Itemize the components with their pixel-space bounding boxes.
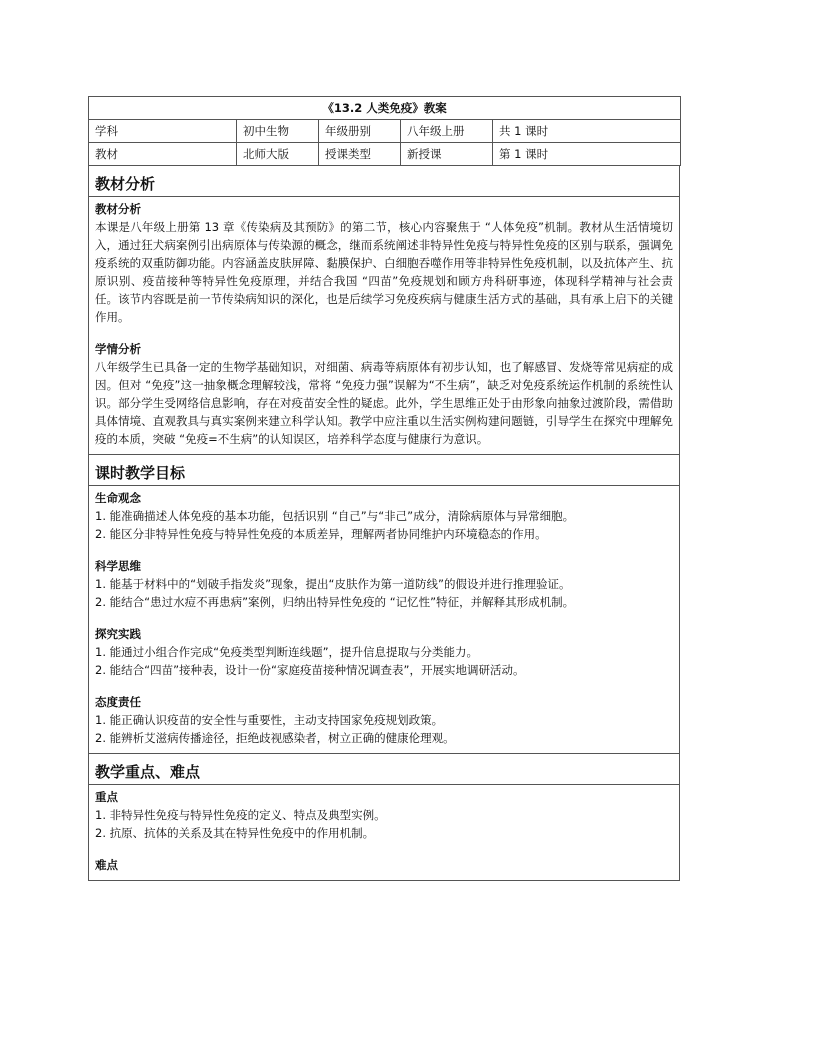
info-cell: 新授课 [401, 143, 493, 166]
key-points-section [88, 754, 680, 881]
goal-group-title: 科学思维 [95, 559, 141, 573]
analysis-body [89, 197, 679, 455]
info-cell: 教材 [89, 143, 237, 166]
difficulty-title: 难点 [95, 858, 118, 872]
info-cell: 第 1 课时 [493, 143, 681, 166]
key-points-heading: 教学重点、难点 [89, 754, 679, 785]
info-cell: 年级册别 [319, 120, 401, 143]
info-row-1 [89, 120, 681, 143]
student-analysis-title: 学情分析 [95, 342, 141, 356]
info-cell: 共 1 课时 [493, 120, 681, 143]
info-cell: 八年级上册 [401, 120, 493, 143]
focus-item: 2. 抗原、抗体的关系及其在特异性免疫中的作用机制。 [95, 826, 375, 840]
goal-item: 1. 能正确认识疫苗的安全性与重要性，主动支持国家免疫规划政策。 [95, 713, 444, 727]
goal-group-title: 态度责任 [95, 695, 141, 709]
goals-section [88, 455, 680, 754]
info-cell: 初中生物 [237, 120, 319, 143]
goal-group-title: 生命观念 [95, 491, 141, 505]
lesson-info-table [88, 96, 681, 166]
document-title: 《13.2 人类免疫》教案 [89, 97, 681, 120]
goal-item: 2. 能结合“四苗”接种表，设计一份“家庭疫苗接种情况调查表”，开展实地调研活动。 [95, 663, 525, 677]
textbook-analysis-title: 教材分析 [95, 202, 141, 216]
student-analysis-text: 八年级学生已具备一定的生物学基础知识，对细菌、病毒等病原体有初步认知，也了解感冒、发烧等常见病症的成因。但对 “免疫”这一抽象概念理解较浅，常将 “免疫力强”误解为“不生病”，缺乏对免疫系统运作机制的系统性认识。部分学生受网络信息影响，存在对疫苗安全性的疑虑。此外，学生思维正处于由形象向抽象过渡阶段，需借助具体情境、直观教具与真实案例来建立科学认知。教学中应注重以生活实例构建问题链，引导学生在探究中理解免疫的本质，突破 “免疫=不生病”的认知误区，培养科学态度与健康行为意识。 [95, 360, 673, 446]
analysis-heading: 教材分析 [89, 166, 679, 197]
goal-item: 2. 能辨析艾滋病传播途径，拒绝歧视感染者，树立正确的健康伦理观。 [95, 731, 455, 745]
goal-item: 1. 能通过小组合作完成“免疫类型判断连线题”，提升信息提取与分类能力。 [95, 645, 479, 659]
info-cell: 学科 [89, 120, 237, 143]
goals-body [89, 486, 679, 754]
info-cell: 授课类型 [319, 143, 401, 166]
focus-title: 重点 [95, 790, 118, 804]
lesson-plan-page [88, 96, 680, 881]
goal-item: 1. 能基于材料中的“划破手指发炎”现象，提出“皮肤作为第一道防线”的假设并进行推理验证。 [95, 577, 571, 591]
key-points-body [89, 785, 679, 881]
info-row-2 [89, 143, 681, 166]
analysis-section [88, 166, 680, 455]
focus-item: 1. 非特异性免疫与特异性免疫的定义、特点及典型实例。 [95, 808, 386, 822]
textbook-analysis-text: 本课是八年级上册第 13 章《传染病及其预防》的第二节，核心内容聚焦于 “人体免疫”机制。教材从生活情境切入，通过狂犬病案例引出病原体与传染源的概念，继而系统阐述非特异性免疫与特异性免疫的区别与联系，强调免疫系统的双重防御功能。内容涵盖皮肤屏障、黏膜保护、白细胞吞噬作用等非特异性免疫机制，以及抗体产生、抗原识别、疫苗接种等特异性免疫原理，并结合我国 “四苗”免疫规划和顾方舟科研事迹，体现科学精神与社会责任。该节内容既是前一节传染病知识的深化，也是后续学习免疫疾病与健康生活方式的基础，具有承上启下的关键作用。 [95, 220, 673, 324]
goal-item: 2. 能区分非特异性免疫与特异性免疫的本质差异，理解两者协同维护内环境稳态的作用。 [95, 527, 547, 541]
goal-group-title: 探究实践 [95, 627, 141, 641]
goal-item: 1. 能准确描述人体免疫的基本功能，包括识别 “自己”与“非己”成分，清除病原体与异常细胞。 [95, 509, 575, 523]
goal-item: 2. 能结合“患过水痘不再患病”案例，归纳出特异性免疫的 “记忆性”特征，并解释其形成机制。 [95, 595, 575, 609]
info-cell: 北师大版 [237, 143, 319, 166]
goals-heading: 课时教学目标 [89, 455, 679, 486]
